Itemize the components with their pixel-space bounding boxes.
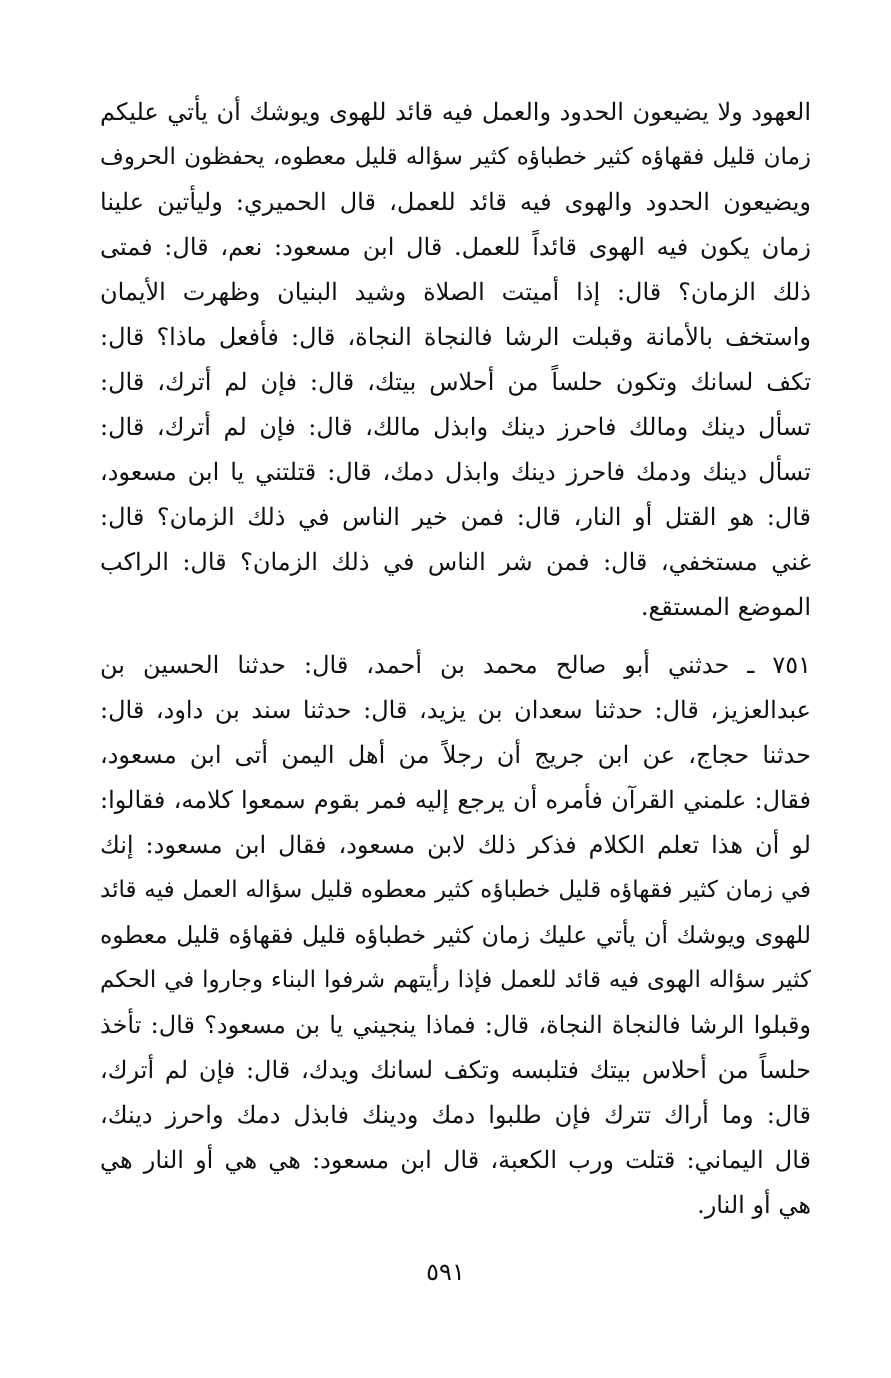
text-line: في زمان كثير فقهاؤه قليل خطباؤه كثير معطوه قليل سؤاله العمل فيه قائد	[100, 877, 811, 903]
text-line: تسأل دينك ومالك فاحرز دينك وابذل مالك، قال: فإن لم أترك، قال:	[100, 413, 811, 441]
text-line: فقال: علمني القرآن فأمره أن يرجع إليه فمر بقوم سمعوا كلامه، فقالوا:	[100, 786, 811, 814]
text-line: لو أن هذا تعلم الكلام فذكر ذلك لابن مسعود، فقال ابن مسعود: إنك	[100, 831, 811, 859]
page-number: ٥٩١	[426, 1258, 465, 1286]
text-line: هي أو النار.	[697, 1191, 811, 1219]
text-line: تسأل دينك ودمك فاحرز دينك وابذل دمك، قال: قتلتني يا ابن مسعود،	[100, 458, 811, 486]
text-line: حدثنا حجاج، عن ابن جريج أن رجلاً من أهل اليمن أتى ابن مسعود،	[100, 741, 811, 769]
text-line: واستخف بالأمانة وقبلت الرشا فالنجاة النجاة، قال: فأفعل ماذا؟ قال:	[100, 323, 811, 351]
text-line: غني مستخفي، قال: فمن شر الناس في ذلك الزمان؟ قال: الراكب	[100, 548, 811, 576]
text-line: ذلك الزمان؟ قال: إذا أميتت الصلاة وشيد البنيان وظهرت الأيمان	[100, 278, 811, 306]
text-line: ويضيعون الحدود والهوى فيه قائد للعمل، قال الحميري: وليأتين علينا	[100, 188, 811, 216]
text-line: الموضع المستقع.	[640, 593, 811, 621]
paragraph-2	[100, 643, 811, 1228]
paragraph-1	[100, 90, 811, 630]
text-line: زمان يكون فيه الهوى قائداً للعمل. قال ابن مسعود: نعم، قال: فمتى	[100, 233, 811, 261]
text-line: تكف لسانك وتكون حلساً من أحلاس بيتك، قال: فإن لم أترك، قال:	[100, 368, 811, 396]
text-line: قال: هو القتل أو النار، قال: فمن خير الناس في ذلك الزمان؟ قال:	[100, 503, 811, 531]
text-line: زمان قليل فقهاؤه كثير خطباؤه كثير سؤاله قليل معطوه، يحفظون الحروف	[100, 144, 811, 170]
text-line: العهود ولا يضيعون الحدود والعمل فيه قائد للهوى ويوشك أن يأتي عليكم	[100, 98, 811, 126]
text-line: عبدالعزيز، قال: حدثنا سعدان بن يزيد، قال: حدثنا سند بن داود، قال:	[100, 696, 811, 724]
text-line: ٧٥١ ـ حدثني أبو صالح محمد بن أحمد، قال: حدثنا الحسين بن	[100, 651, 811, 679]
text-line: كثير سؤاله الهوى فيه قائد للعمل فإذا رأيتهم شرفوا البناء وجاروا في الحكم	[100, 967, 811, 993]
text-line: وقبلوا الرشا فالنجاة النجاة، قال: فماذا ينجيني يا بن مسعود؟ قال: تأخذ	[100, 1011, 811, 1039]
text-line: للهوى ويوشك أن يأتي عليك زمان كثير خطباؤه قليل فقهاؤه قليل معطوه	[100, 921, 811, 949]
text-line: حلساً من أحلاس بيتك فتلبسه وتكف لسانك ويدك، قال: فإن لم أترك،	[100, 1056, 811, 1084]
text-line: قال اليماني: قتلت ورب الكعبة، قال ابن مسعود: هي هي أو النار هي	[100, 1146, 811, 1174]
text-line: قال: وما أراك تترك فإن طلبوا دمك ودينك فابذل دمك واحرز دينك،	[100, 1101, 811, 1129]
